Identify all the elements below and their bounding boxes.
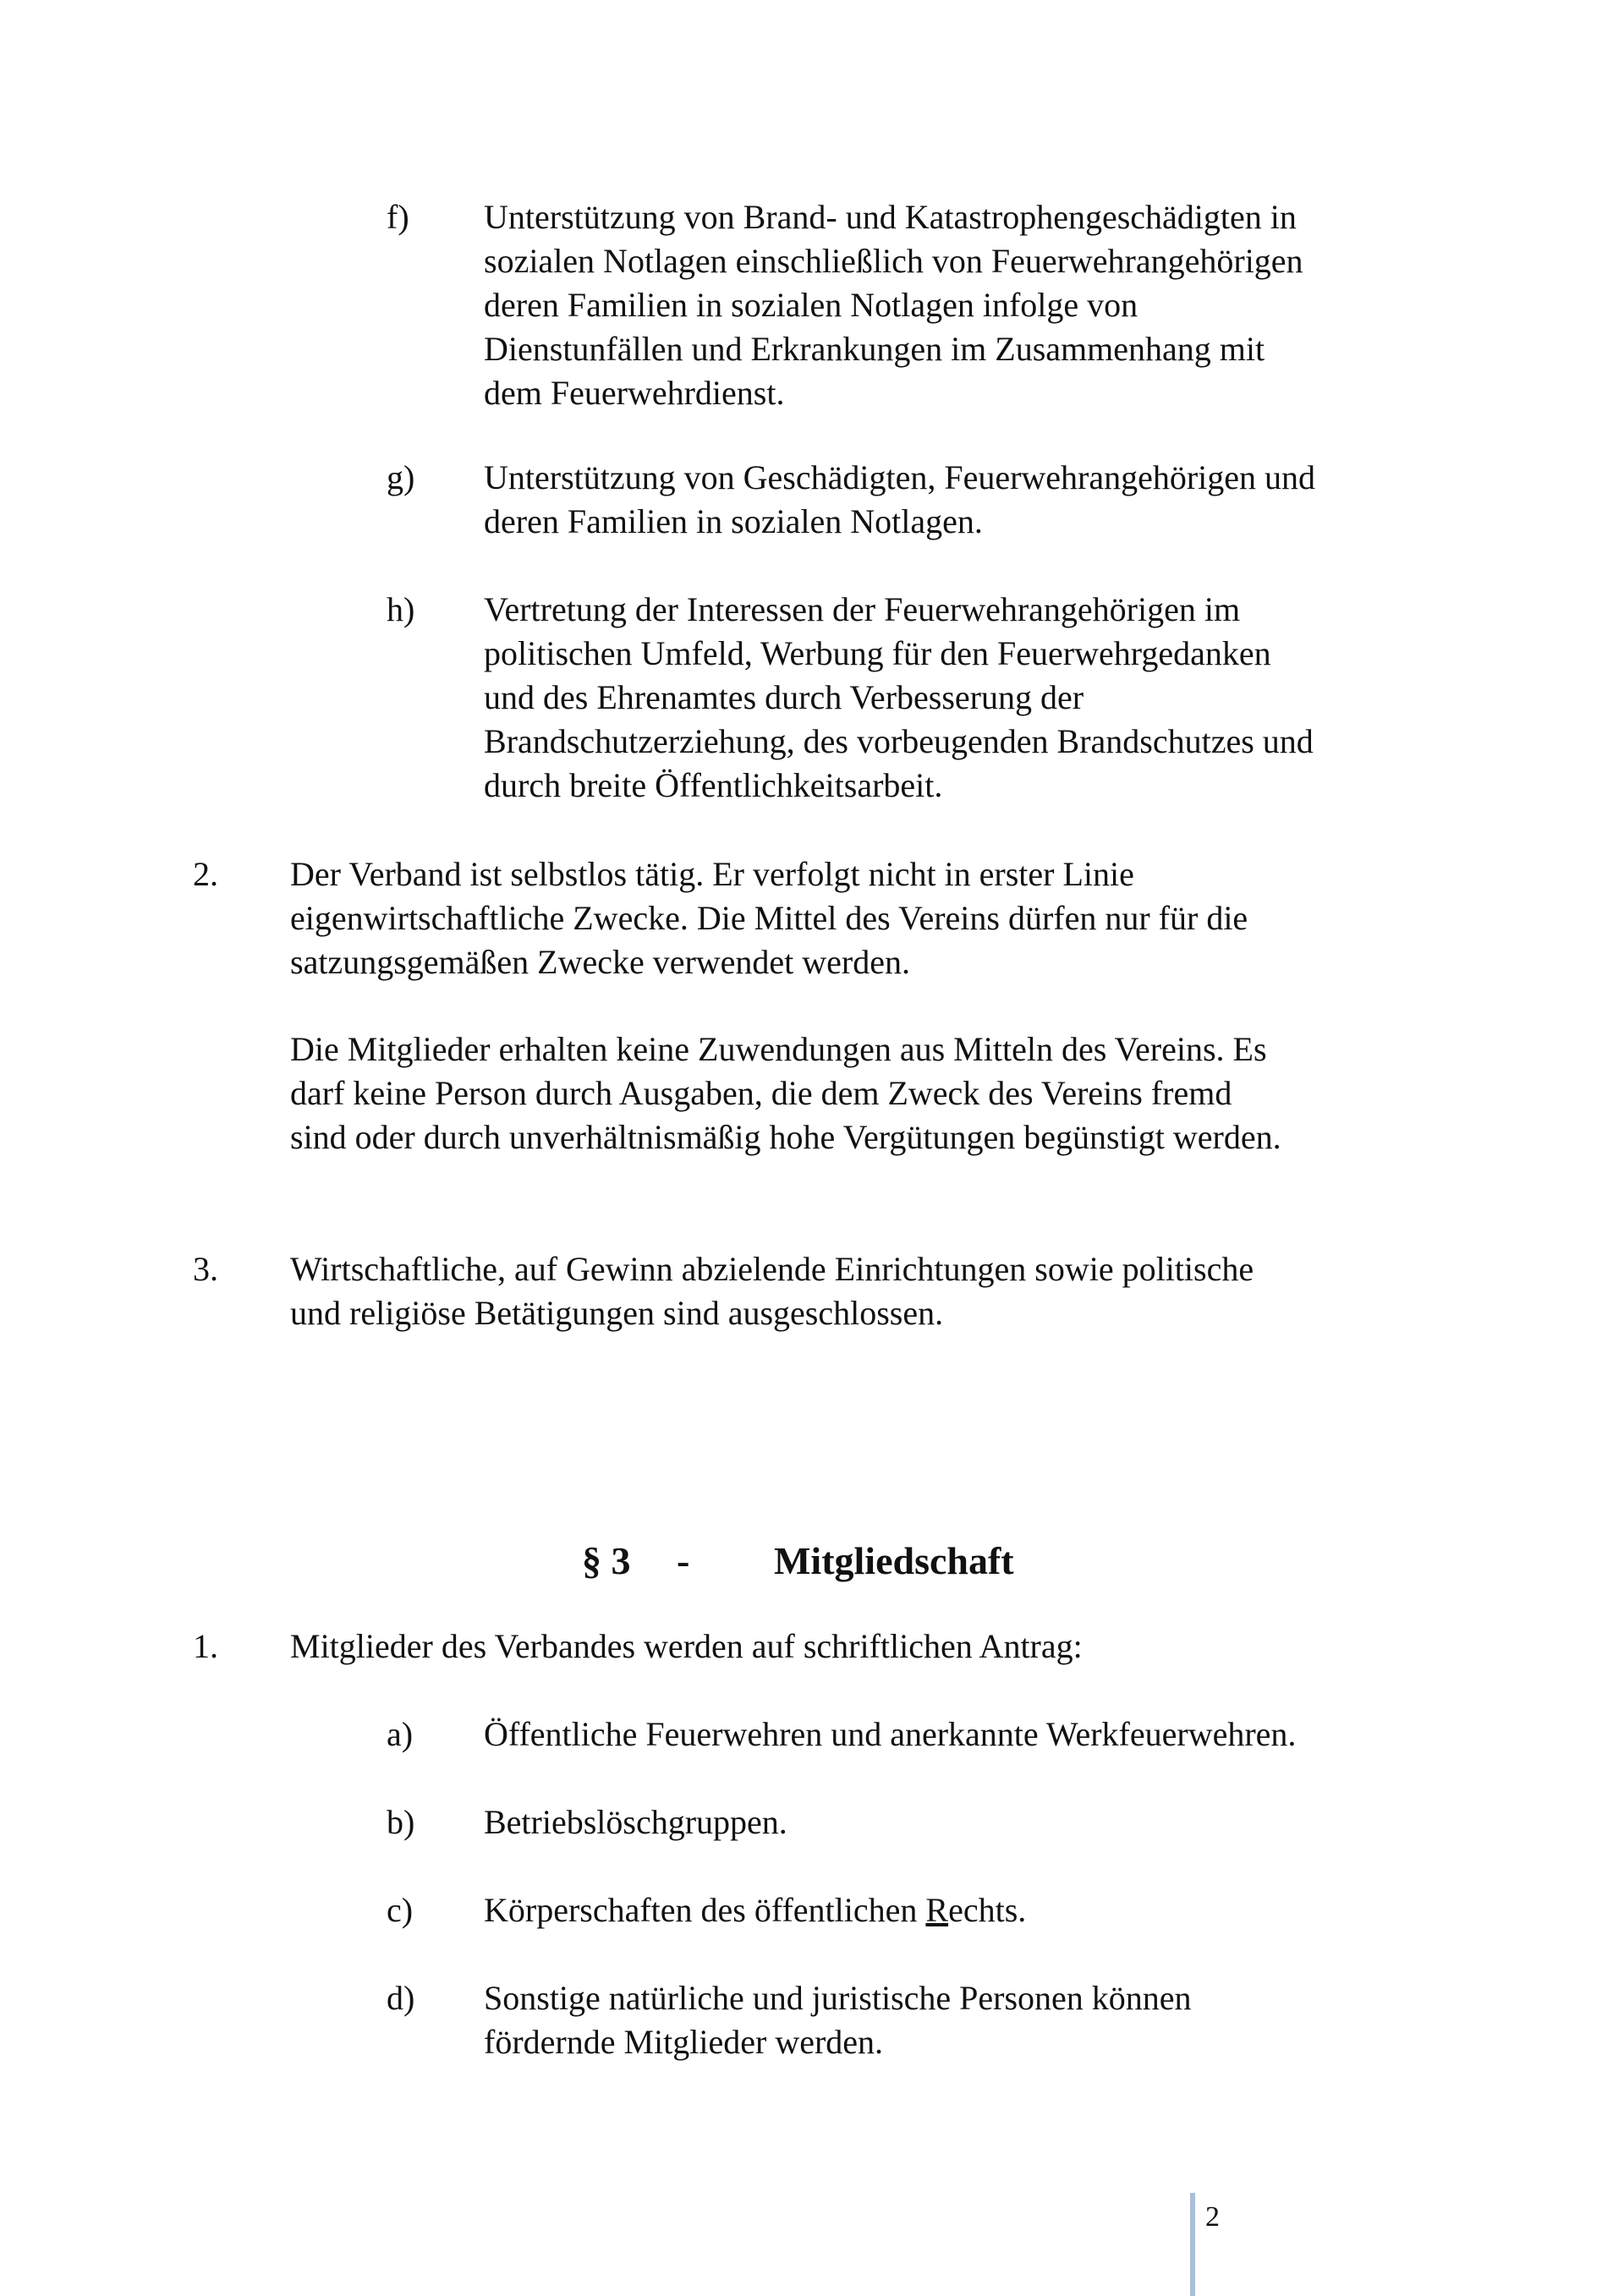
text-segment: Körperschaften des öffentlichen <box>484 1891 926 1929</box>
item-marker-2: 2. <box>193 855 218 893</box>
paragraph-line: sind oder durch unverhältnismäßig hohe Vergütungen begünstigt werden. <box>290 1118 1281 1156</box>
paragraph-line: Dienstunfällen und Erkrankungen im Zusammenhang mit <box>484 330 1265 368</box>
list-marker-d: d) <box>387 1979 415 2017</box>
item-marker-1: 1. <box>193 1627 218 1665</box>
paragraph-line: deren Familien in sozialen Notlagen. <box>484 502 983 540</box>
paragraph-line: Der Verband ist selbstlos tätig. Er verfolgt nicht in erster Linie <box>290 855 1134 893</box>
paragraph-line: eigenwirtschaftliche Zwecke. Die Mittel des Vereins dürfen nur für die <box>290 899 1248 937</box>
list-marker-b: b) <box>387 1803 415 1841</box>
list-marker-c: c) <box>387 1891 414 1929</box>
paragraph-line: satzungsgemäßen Zwecke verwendet werden. <box>290 943 911 981</box>
paragraph-line <box>484 1888 1026 1932</box>
paragraph-line: Vertretung der Interessen der Feuerwehrangehörigen im <box>484 590 1241 628</box>
section-number: § 3 <box>582 1539 631 1582</box>
paragraph-line: Brandschutzerziehung, des vorbeugenden Brandschutzes und <box>484 722 1314 760</box>
heading-dash: - <box>677 1539 690 1582</box>
paragraph-line: fördernde Mitglieder werden. <box>484 2023 884 2061</box>
paragraph-line: Öffentliche Feuerwehren und anerkannte Werkfeuerwehren. <box>484 1715 1297 1753</box>
paragraph-line: und religiöse Betätigungen sind ausgeschlossen. <box>290 1294 944 1332</box>
list-marker-f: f) <box>387 198 409 236</box>
paragraph-line: Sonstige natürliche und juristische Personen können <box>484 1979 1192 2017</box>
list-marker-h: h) <box>387 590 415 628</box>
paragraph-line: sozialen Notlagen einschließlich von Feuerwehrangehörigen <box>484 242 1303 280</box>
paragraph-line: Mitglieder des Verbandes werden auf schriftlichen Antrag: <box>290 1627 1083 1665</box>
item-marker-3: 3. <box>193 1250 218 1288</box>
paragraph-line: politischen Umfeld, Werbung für den Feuerwehrgedanken <box>484 634 1271 672</box>
paragraph-line: Unterstützung von Geschädigten, Feuerwehrangehörigen und <box>484 458 1316 496</box>
paragraph-line: deren Familien in sozialen Notlagen infolge von <box>484 286 1138 324</box>
paragraph-line: darf keine Person durch Ausgaben, die dem Zweck des Vereins fremd <box>290 1074 1232 1112</box>
list-marker-g: g) <box>387 458 415 496</box>
text-segment: echts. <box>948 1891 1027 1929</box>
section-title: Mitgliedschaft <box>774 1539 1014 1582</box>
paragraph-line: Unterstützung von Brand- und Katastrophengeschädigten in <box>484 198 1297 236</box>
paragraph-line: dem Feuerwehrdienst. <box>484 374 785 412</box>
paragraph-line: und des Ehrenamtes durch Verbesserung der <box>484 678 1084 716</box>
page-number-rule <box>1190 2193 1195 2296</box>
underlined-letter: R <box>925 1891 949 1929</box>
paragraph-line: Wirtschaftliche, auf Gewinn abzielende Einrichtungen sowie politische <box>290 1250 1254 1288</box>
paragraph-line: Die Mitglieder erhalten keine Zuwendungen aus Mitteln des Vereins. Es <box>290 1030 1267 1068</box>
paragraph-line: Betriebslöschgruppen. <box>484 1803 787 1841</box>
paragraph-line: durch breite Öffentlichkeitsarbeit. <box>484 766 943 804</box>
list-marker-a: a) <box>387 1715 414 1753</box>
page-number: 2 <box>1205 2201 1220 2233</box>
